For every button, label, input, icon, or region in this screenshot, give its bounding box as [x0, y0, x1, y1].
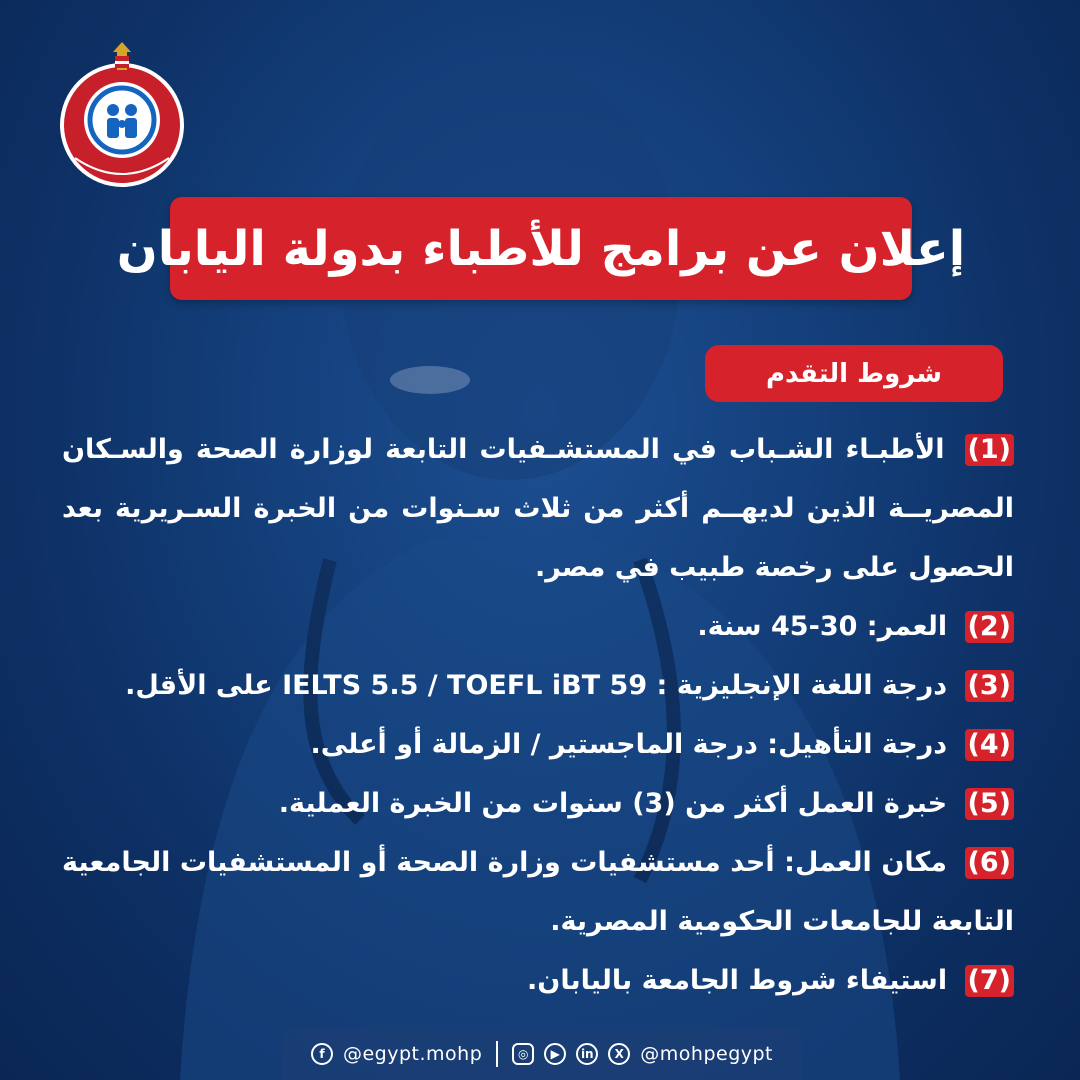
- requirement-item: [62, 656, 1014, 715]
- requirement-number: (3): [965, 670, 1014, 702]
- requirement-number: (7): [965, 965, 1014, 997]
- requirement-item: [62, 597, 1014, 656]
- requirement-text: خبرة العمل أكثر من (3) سنوات من الخبرة العملية.: [278, 788, 948, 819]
- requirement-number: (1): [965, 434, 1014, 466]
- requirement-number: (2): [965, 611, 1014, 643]
- social-footer: [282, 1027, 802, 1080]
- linkedin-icon[interactable]: in: [576, 1043, 598, 1065]
- requirement-text: الأطبـاء الشـباب في المستشـفيات التابعة لوزارة الصحة والسـكان المصريــة الذين لديهــم أكثر من ثلاث سـنوات من الخبرة السـريرية بعد الحصول على رخصة طبيب في مصر.: [62, 434, 1014, 583]
- facebook-handle[interactable]: @egypt.mohp: [342, 1042, 483, 1065]
- title-banner: [116, 197, 966, 300]
- requirement-item: [62, 715, 1014, 774]
- ministry-logo: [55, 40, 190, 190]
- requirement-text: درجة التأهيل: درجة الماجستير / الزمالة أو أعلى.: [310, 729, 948, 760]
- footer-divider: [496, 1041, 498, 1067]
- requirement-english-scores: IELTS 5.5 / TOEFL iBT 59: [282, 670, 648, 701]
- requirement-text-suffix: على الأقل.: [125, 670, 273, 701]
- requirement-text: درجة اللغة الإنجليزية :: [656, 670, 948, 701]
- x-icon[interactable]: X: [608, 1043, 630, 1065]
- requirement-item: [62, 833, 1014, 951]
- requirement-number: (4): [965, 729, 1014, 761]
- requirement-number: (5): [965, 788, 1014, 820]
- requirement-item: [62, 774, 1014, 833]
- youtube-icon[interactable]: ▶: [544, 1043, 566, 1065]
- section-badge: [705, 345, 1003, 402]
- requirement-item: [62, 951, 1014, 1010]
- social-handle[interactable]: @mohpegypt: [640, 1042, 774, 1065]
- requirement-text: العمر: 30-45 سنة.: [697, 611, 948, 642]
- section-title: شروط التقدم: [765, 358, 943, 389]
- requirement-item: [62, 420, 1014, 597]
- page-title: إعلان عن برامج للأطباء بدولة اليابان: [116, 220, 966, 277]
- requirement-number: (6): [965, 847, 1014, 879]
- requirement-text: استيفاء شروط الجامعة باليابان.: [527, 965, 948, 996]
- requirements-list: [62, 420, 1014, 1010]
- facebook-icon[interactable]: f: [311, 1043, 333, 1065]
- instagram-icon[interactable]: ◎: [512, 1043, 534, 1065]
- requirement-text: مكان العمل: أحد مستشفيات وزارة الصحة أو المستشفيات الجامعية التابعة للجامعات الحكومية المصرية.: [62, 847, 1014, 937]
